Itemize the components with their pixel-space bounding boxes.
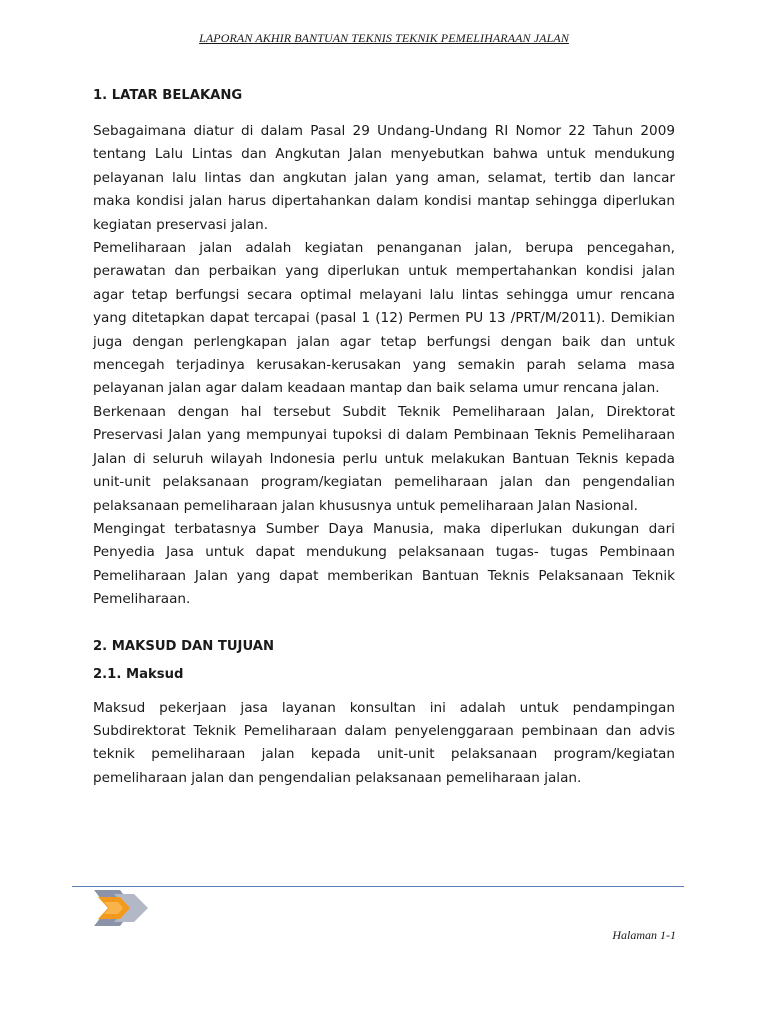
running-header-title: LAPORAN AKHIR BANTUAN TEKNIS TEKNIK PEMELIHARAAN JALAN [199, 31, 569, 45]
paragraph-4: Mengingat terbatasnya Sumber Daya Manusia, maka diperlukan dukungan dari Penyedia Jasa untuk dapat mendukung pelaksanaan tugas- tugas Pembinaan Pemeliharaan Jalan yang dapat memberikan Bantuan Teknis Pelaksanaan Teknik Pemeliharaan. [93, 520, 675, 608]
paragraph-1: Sebagaimana diatur di dalam Pasal 29 Undang-Undang RI Nomor 22 Tahun 2009 tentang Lalu Lintas dan Angkutan Jalan menyebutkan bahwa untuk mendukung pelayanan lalu lintas dan angkutan jalan yang aman, selamat, tertib dan lancar maka kondisi jalan harus dipertahankan dalam kondisi mantap sehingga diperlukan kegiatan preservasi jalan. [93, 123, 675, 233]
section-heading-latar-belakang: 1. LATAR BELAKANG [93, 88, 243, 103]
chevron-arrow-logo-icon [90, 888, 152, 928]
section-spacer [93, 612, 675, 637]
paragraph-3: Berkenaan dengan hal tersebut Subdit Teknik Pemeliharaan Jalan, Direktorat Preservasi Jalan yang mempunyai tupoksi di dalam Pembinaan Teknis Pemeliharaan Jalan di seluruh wilayah Indonesia perlu untuk melakukan Bantuan Teknis kepada unit-unit pelaksanaan program/kegiatan pemeliharaan jalan dan pengendalian pelaksanaan pemeliharaan jalan khususnya untuk pemeliharaan Jalan Nasional. [93, 403, 675, 514]
footer-rule [72, 886, 684, 887]
page-number: Halaman 1-1 [612, 928, 676, 942]
section-heading-maksud-tujuan: 2. MAKSUD DAN TUJUAN [93, 638, 275, 654]
document-body [93, 86, 675, 790]
paragraph-2: Pemeliharaan jalan adalah kegiatan penanganan jalan, berupa pencegahan, perawatan dan perbaikan yang diperlukan untuk mempertahankan kondisi jalan agar tetap berfungsi secara optimal melayani lalu lintas sehingga umur rencana yang ditetapkan dapat tercapai (pasal 1 (12) Permen PU 13 /PRT/M/2011). Demikian juga dengan perlengkapan jalan agar tetap berfungsi dengan baik dan untuk mencegah terjadinya kerusakan-kerusakan yang semakin parah selama masa pelayanan jalan agar dalam keadaan mantap dan baik selama umur rencana jalan. [93, 240, 675, 397]
paragraph-maksud: Maksud pekerjaan jasa layanan konsultan ini adalah untuk pendampingan Subdirektorat Teknik Pemeliharaan dalam penyelenggaraan pembinaan dan advis teknik pemeliharaan jalan kepada unit-unit pelaksanaan program/kegiatan pemeliharaan jalan dan pengendalian pelaksanaan pemeliharaan jalan. [93, 699, 675, 786]
subsection-heading-maksud: 2.1. Maksud [93, 666, 184, 682]
